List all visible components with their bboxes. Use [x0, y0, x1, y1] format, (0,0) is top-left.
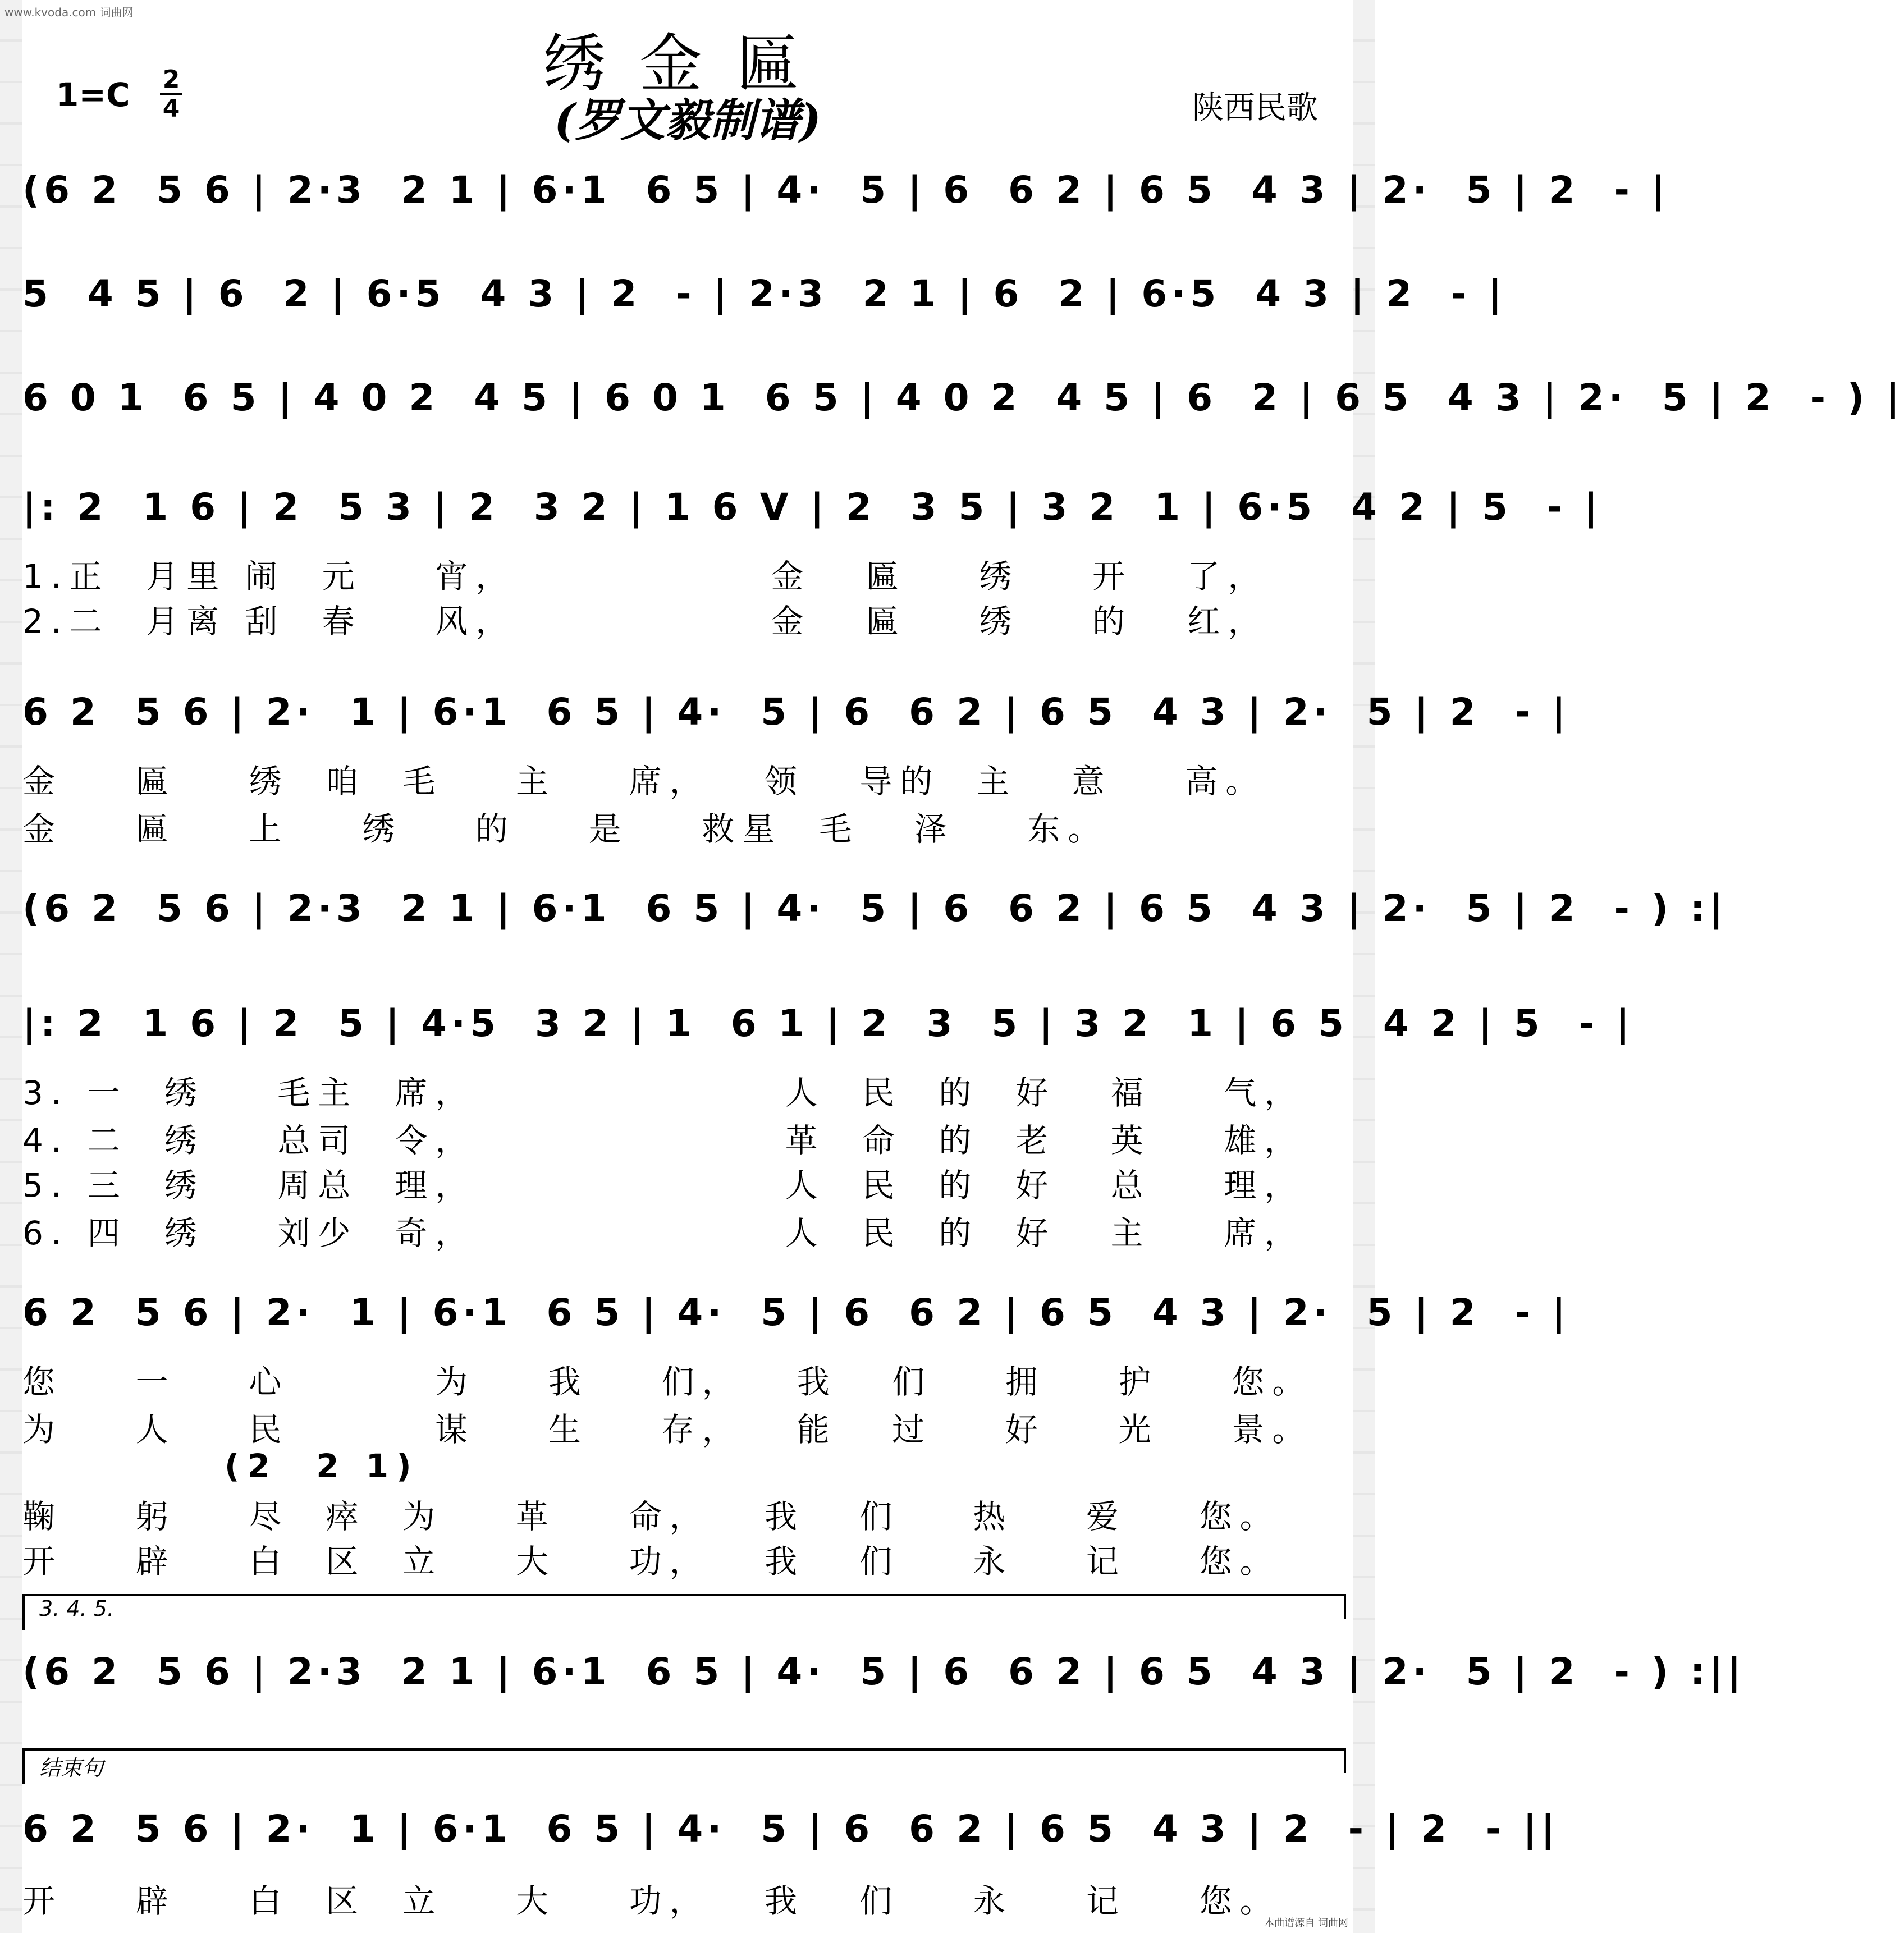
lyric-line-10: 为 人 民 谋 生 存， 能 过 好 光 景。 [22, 1410, 1313, 1449]
lyric-line-12: 开 辟 白 区 立 大 功， 我 们 永 记 您。 [22, 1542, 1280, 1581]
staff-row-3 [22, 376, 1904, 430]
staff-row-1 [22, 168, 1669, 222]
song-origin: 陕西民歌 [1192, 90, 1318, 126]
lyric-line-verse-5: 5. 三 绣 周总 理， 人 民 的 好 总 理， [22, 1166, 1305, 1204]
left-decorative-border [0, 0, 22, 1933]
staff-row-4 [22, 485, 1603, 539]
time-top: 2 [162, 65, 180, 94]
staff-notes: 6 2 5 6 | 2· 1 | 6·1 6 5 | 4· 5 | 6 6 2 | 6 5 4 3 | 2· 5 | 2 - | [22, 1291, 1570, 1334]
staff-row-8 [22, 1291, 1570, 1345]
volta-end-line [1344, 1748, 1346, 1773]
lyric-line-11: 鞠 躬 尽 瘁 为 革 命， 我 们 热 爱 您。 [22, 1497, 1280, 1536]
lyric-line-13: 开 辟 白 区 立 大 功， 我 们 永 记 您。 [22, 1882, 1280, 1920]
volta-end-line [1344, 1594, 1346, 1619]
staff-row-9 [22, 1650, 1746, 1704]
staff-notes: 6 2 5 6 | 2· 1 | 6·1 6 5 | 4· 5 | 6 6 2 | 6 5 4 3 | 2 - | 2 - || [22, 1807, 1559, 1850]
lyric-line-verse-3: 3. 一 绣 毛主 席， 人 民 的 好 福 气， [22, 1074, 1305, 1112]
staff-row-7 [22, 1002, 1635, 1056]
time-bottom: 4 [162, 94, 180, 123]
staff-row-2 [22, 272, 1507, 326]
volta-label: 3. 4. 5. [39, 1596, 114, 1621]
song-title: 绣金匾 [543, 28, 832, 100]
staff-row-10 [22, 1807, 1559, 1861]
staff-notes: 6 0 1 6 5 | 4 0 2 4 5 | 6 0 1 6 5 | 4 0 2 4 5 | 6 2 | 6 5 4 3 | 2· 5 | 2 - ) | [22, 376, 1904, 419]
staff-row-5 [22, 690, 1570, 744]
lyric-line-verse-1: 1.正 月里 闹 元 宵， 金 匾 绣 开 了， [22, 557, 1269, 596]
volta-bracket-ending [22, 1748, 1344, 1784]
lyric-line-verse-2: 2.二 月离 刮 春 风， 金 匾 绣 的 红， [22, 602, 1269, 640]
staff-notes: (6 2 5 6 | 2·3 2 1 | 6·1 6 5 | 4· 5 | 6 6 2 | 6 5 4 3 | 2· 5 | 2 - | [22, 168, 1669, 212]
alternate-notes: (2 2 1) [225, 1447, 419, 1485]
page-footer: 本曲谱源自 词曲网 [1264, 1917, 1348, 1929]
volta-label: 结束句 [39, 1756, 104, 1780]
key-signature: 1=C [56, 76, 130, 114]
lyric-line-4: 金 匾 上 绣 的 是 救星 毛 泽 东。 [22, 810, 1109, 848]
staff-notes: |: 2 1 6 | 2 5 3 | 2 3 2 | 1 6 V | 2 3 5 | 3 2 1 | 6·5 4 2 | 5 - | [22, 485, 1603, 529]
staff-notes: 5 4 5 | 6 2 | 6·5 4 3 | 2 - | 2·3 2 1 | 6 2 | 6·5 4 3 | 2 - | [22, 272, 1507, 315]
staff-notes: 6 2 5 6 | 2· 1 | 6·1 6 5 | 4· 5 | 6 6 2 | 6 5 4 3 | 2· 5 | 2 - | [22, 690, 1570, 734]
lyric-line-verse-4: 4. 二 绣 总司 令， 革 命 的 老 英 雄， [22, 1121, 1305, 1160]
volta-bracket-first [22, 1594, 1344, 1630]
lyric-line-verse-6: 6. 四 绣 刘少 奇， 人 民 的 好 主 席， [22, 1214, 1305, 1252]
staff-row-6 [22, 887, 1728, 941]
lyric-line-9: 您 一 心 为 我 们， 我 们 拥 护 您。 [22, 1363, 1313, 1401]
time-signature [160, 67, 182, 121]
lyric-line-3: 金 匾 绣 咱 毛 主 席， 领 导的 主 意 高。 [22, 762, 1266, 800]
site-url: www.kvoda.com 词曲网 [4, 6, 134, 19]
staff-notes: (6 2 5 6 | 2·3 2 1 | 6·1 6 5 | 4· 5 | 6 6 2 | 6 5 4 3 | 2· 5 | 2 - ) :|| [22, 1650, 1746, 1693]
staff-notes: (6 2 5 6 | 2·3 2 1 | 6·1 6 5 | 4· 5 | 6 6 2 | 6 5 4 3 | 2· 5 | 2 - ) :| [22, 887, 1728, 930]
song-subtitle: (罗文毅制谱) [554, 94, 821, 146]
staff-notes: |: 2 1 6 | 2 5 | 4·5 3 2 | 1 6 1 | 2 3 5 | 3 2 1 | 6 5 4 2 | 5 - | [22, 1002, 1635, 1045]
